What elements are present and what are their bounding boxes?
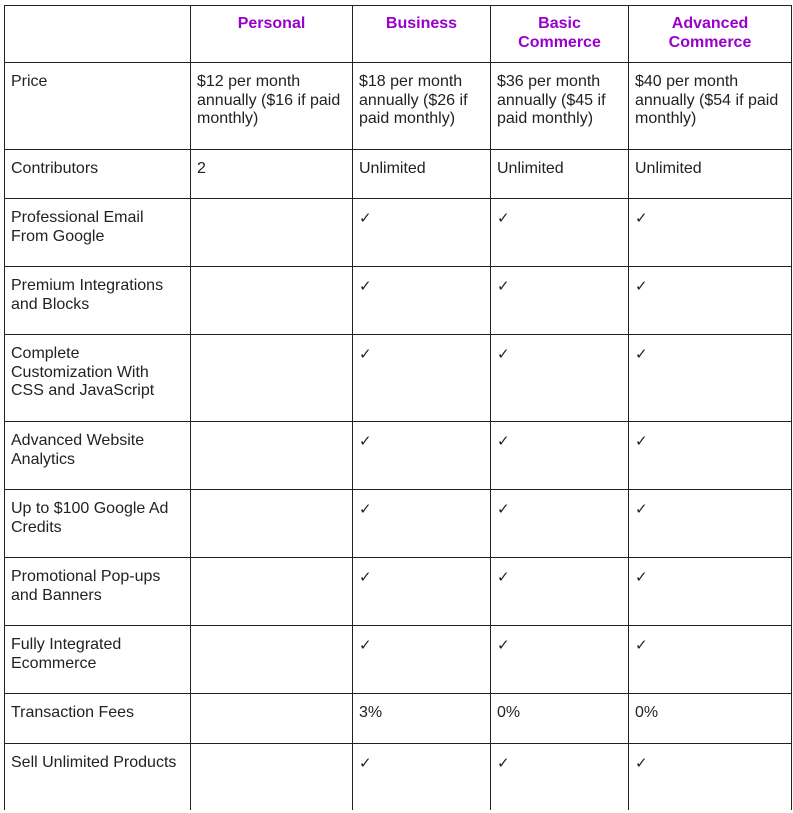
feature-label: Up to $100 Google Ad Credits [5,490,191,558]
check-icon: ✓ [353,199,491,267]
plan-comparison-table [4,5,792,810]
value-advanced-commerce: Unlimited [629,150,792,199]
check-icon: ✓ [491,267,629,335]
feature-label: Promotional Pop-ups and Banners [5,558,191,626]
value-business: 3% [353,694,491,744]
check-icon: ✓ [491,626,629,694]
value-advanced-commerce: $40 per month annually ($54 if paid monthly) [629,63,792,150]
check-icon: ✓ [491,490,629,558]
plan-header-advanced-commerce: Advanced Commerce [629,6,792,63]
value-personal [191,558,353,626]
feature-label: Transaction Fees [5,694,191,744]
check-icon: ✓ [629,558,792,626]
plan-header-basic-commerce: Basic Commerce [491,6,629,63]
table-row-sell-unlimited [5,744,792,810]
feature-label: Advanced Website Analytics [5,422,191,490]
check-icon: ✓ [491,744,629,810]
value-personal: $12 per month annually ($16 if paid monthly) [191,63,353,150]
check-icon: ✓ [353,744,491,810]
value-personal [191,422,353,490]
table-row-google-ad-credits [5,490,792,558]
table-row-popups-banners [5,558,792,626]
feature-label: Price [5,63,191,150]
check-icon: ✓ [491,335,629,422]
value-personal [191,626,353,694]
check-icon: ✓ [629,626,792,694]
plan-header-business: Business [353,6,491,63]
check-icon: ✓ [629,422,792,490]
check-icon: ✓ [629,199,792,267]
value-personal [191,490,353,558]
feature-label: Contributors [5,150,191,199]
table-row-complete-customization [5,335,792,422]
feature-label: Sell Unlimited Products [5,744,191,810]
table-row-integrated-ecommerce [5,626,792,694]
feature-label: Fully Integrated Ecommerce [5,626,191,694]
table-row-advanced-analytics [5,422,792,490]
check-icon: ✓ [353,267,491,335]
value-basic-commerce: $36 per month annually ($45 if paid monthly) [491,63,629,150]
table-row-transaction-fees [5,694,792,744]
table-row-professional-email [5,199,792,267]
value-personal [191,744,353,810]
value-advanced-commerce: 0% [629,694,792,744]
check-icon: ✓ [629,744,792,810]
value-business: Unlimited [353,150,491,199]
plan-header-personal: Personal [191,6,353,63]
value-personal [191,267,353,335]
value-personal [191,199,353,267]
check-icon: ✓ [353,422,491,490]
value-business: $18 per month annually ($26 if paid monthly) [353,63,491,150]
check-icon: ✓ [629,267,792,335]
table-row-price [5,63,792,150]
check-icon: ✓ [353,626,491,694]
table-row-contributors [5,150,792,199]
value-basic-commerce: 0% [491,694,629,744]
check-icon: ✓ [629,490,792,558]
table-row-premium-integrations [5,267,792,335]
value-personal [191,694,353,744]
check-icon: ✓ [491,199,629,267]
value-basic-commerce: Unlimited [491,150,629,199]
value-personal: 2 [191,150,353,199]
header-empty-cell [5,6,191,63]
value-personal [191,335,353,422]
check-icon: ✓ [491,422,629,490]
check-icon: ✓ [353,335,491,422]
feature-label: Complete Customization With CSS and JavaScript [5,335,191,422]
header-row [5,6,792,63]
check-icon: ✓ [353,490,491,558]
check-icon: ✓ [353,558,491,626]
feature-label: Professional Email From Google [5,199,191,267]
feature-label: Premium Integrations and Blocks [5,267,191,335]
check-icon: ✓ [491,558,629,626]
check-icon: ✓ [629,335,792,422]
